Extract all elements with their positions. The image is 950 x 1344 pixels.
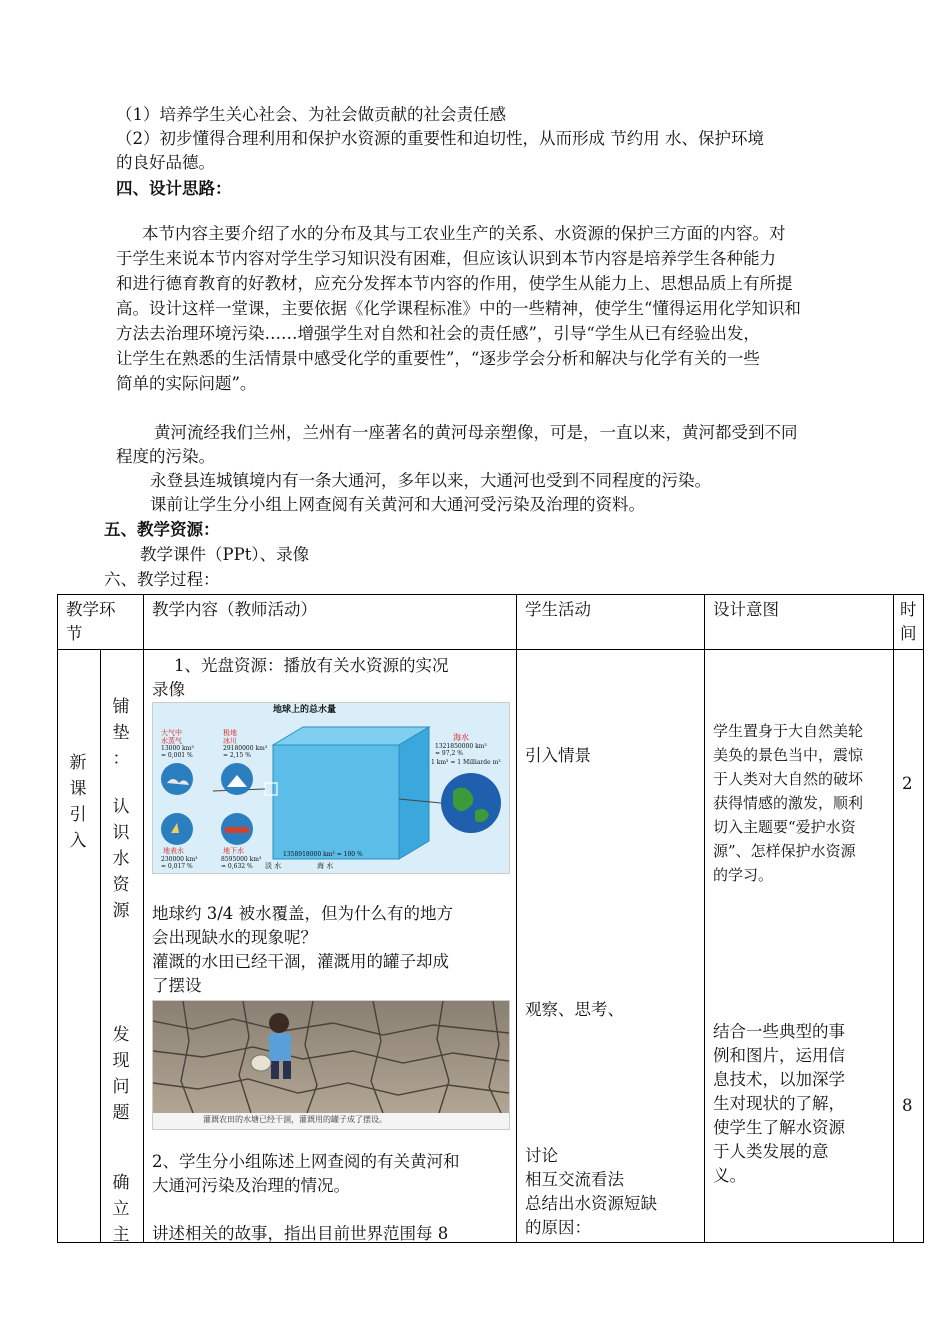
- label-sea: 海水: [453, 733, 469, 742]
- intent-line: 生对现状的了解，: [713, 1094, 845, 1113]
- resources-text: 教学课件（PPt）、录像: [140, 545, 310, 564]
- para-line: 方法去治理环境污染……增强学生对自然和社会的责任感”，引导“学生从已有经验出发，: [116, 324, 760, 343]
- substage-char: 识: [112, 823, 130, 843]
- intent-cell: [705, 650, 894, 1243]
- section-5-title: 五、教学资源：: [104, 520, 220, 539]
- substage-cell: [101, 650, 144, 1243]
- stage-char: 入: [69, 831, 87, 851]
- intent-line: 于人类对大自然的破坏: [713, 770, 864, 788]
- time-value: 8: [902, 1096, 913, 1115]
- substage-char: 源: [112, 901, 130, 921]
- content-cell: [144, 650, 517, 1243]
- water-distribution-image: [152, 702, 510, 874]
- label-surface: 地表水: [163, 847, 184, 855]
- para-line: 黄河流经我们兰州，兰州有一座著名的黄河母亲塑像，可是，一直以来，黄河都受到不同: [154, 423, 798, 442]
- para-line: 永登县连城镇境内有一条大通河，多年以来，大通河也受到不同程度的污染。: [150, 471, 711, 490]
- para-line: 和进行德育教育的好教材，应充分发挥本节内容的作用，使学生从能力上、思想品质上有所提: [116, 274, 793, 293]
- value-sea: 1321850000 km³ = 97,2 %: [435, 743, 487, 757]
- content-line: 1、光盘资源：播放有关水资源的实况: [174, 656, 449, 675]
- intent-line: 获得情感的激发，顺利: [713, 794, 864, 812]
- intent-line: 结合一些典型的事: [713, 1022, 845, 1041]
- goal-2-line2: 的良好品德。: [116, 153, 215, 172]
- substage-char: 现: [112, 1051, 130, 1071]
- substage-char: ：: [112, 749, 130, 769]
- content-line: 大通河污染及治理的情况。: [152, 1176, 350, 1195]
- content-line: 灌溉的水田已经干涸，灌溉用的罐子却成: [152, 952, 449, 971]
- student-activity: 观察、思考、: [525, 1000, 624, 1019]
- content-line: 录像: [152, 680, 185, 699]
- image-title: 地球上的总水量: [273, 705, 337, 715]
- para-line: 本节内容主要介绍了水的分布及其与工农业生产的关系、水资源的保护三方面的内容。对: [142, 224, 786, 243]
- content-line: 会出现缺水的现象呢？: [152, 928, 317, 947]
- label-salt: 海 水: [317, 862, 334, 870]
- table-header-row: [58, 595, 924, 650]
- section-4-title: 四、设计思路：: [116, 179, 232, 198]
- substage-char: 资: [112, 875, 130, 895]
- substage-char: 垫: [112, 723, 130, 743]
- substage-char: 水: [112, 849, 130, 869]
- value-surface: 230000 km³ = 0,017 %: [161, 856, 198, 870]
- header-stage: [58, 595, 144, 650]
- water-distribution-graphic: [153, 703, 509, 873]
- intent-line: 学生置身于大自然美轮: [713, 722, 864, 740]
- section-6-title: 六、教学过程：: [104, 570, 220, 589]
- dry-field-image: [152, 1000, 510, 1130]
- intent-line: 美奂的景色当中，震惊: [713, 746, 864, 764]
- dry-field-caption: 灌溉农田的水塘已经干涸，灌溉用的罐子成了摆设。: [203, 1115, 387, 1124]
- intent-line: 切入主题要“爱护水资: [713, 818, 856, 836]
- header-student: 学生活动: [517, 595, 705, 650]
- para-line: 高。设计这样一堂课，主要依据《化学课程标准》中的一些精神，使学生“懂得运用化学知识和: [116, 299, 801, 318]
- substage-char: 确: [112, 1173, 130, 1193]
- value-atmosphere: 13000 km³ = 0,001 %: [161, 745, 194, 759]
- intent-line: 源”、怎样保护水资源: [713, 842, 856, 860]
- label-fresh: 淡 水: [265, 862, 282, 870]
- stage-char: 新: [69, 753, 87, 773]
- value-ice: 29180000 km³ = 2,15 %: [223, 745, 268, 759]
- goal-2-line1: （2）初步懂得合理利用和保护水资源的重要性和迫切性，从而形成 节约用 水、保护环境: [116, 129, 764, 148]
- student-activity: 引入情景: [525, 746, 591, 765]
- dry-field-graphic: [153, 1001, 509, 1129]
- substage-char: 铺: [112, 697, 130, 717]
- total-value: 1358918000 km³ = 100 %: [283, 851, 363, 858]
- content-line: 地球约 3/4 被水覆盖，但为什么有的地方: [152, 904, 454, 923]
- content-line: 讲述相关的故事，指出目前世界范围每 8: [152, 1224, 449, 1243]
- label-atmosphere: 大气中 水蒸气: [161, 729, 182, 745]
- para-line: 课前让学生分小组上网查阅有关黄河和大通河受污染及治理的资料。: [150, 495, 645, 514]
- intent-line: 例和图片，运用信: [713, 1046, 845, 1065]
- student-activity: 的原因：: [525, 1218, 591, 1237]
- time-value: 2: [902, 774, 913, 793]
- substage-char: 发: [112, 1025, 130, 1045]
- student-activity: 相互交流看法: [525, 1170, 624, 1189]
- header-stage-line2: 节: [66, 624, 83, 643]
- substage-char: 主: [112, 1225, 130, 1245]
- header-time: 时 间: [894, 595, 924, 650]
- intent-line: 使学生了解水资源: [713, 1118, 845, 1137]
- intent-line: 于人类发展的意: [713, 1142, 829, 1161]
- stage-cell: [58, 650, 101, 1243]
- student-cell: [517, 650, 705, 1243]
- stage-char: 课: [69, 779, 87, 799]
- para-line: 于学生来说本节内容对学生学习知识没有困难，但应该认识到本节内容是培养学生各种能力: [116, 249, 776, 268]
- substage-char: 立: [112, 1199, 130, 1219]
- substage-char: 问: [112, 1077, 130, 1097]
- label-ground: 地下水: [223, 847, 244, 855]
- table-row: [58, 650, 924, 1243]
- para-line: 让学生在熟悉的生活情景中感受化学的重要性”，“逐步学会分析和解决与化学有关的一些: [116, 349, 760, 368]
- student-activity: 讨论: [525, 1146, 558, 1165]
- intent-line: 义。: [713, 1166, 746, 1185]
- intent-line: 息技术，以加深学: [713, 1070, 845, 1089]
- sea-note: 1 km³ = 1 Milliarde m³: [431, 759, 501, 766]
- lesson-table: [57, 594, 924, 1243]
- header-content: 教学内容（教师活动）: [144, 595, 517, 650]
- header-stage-line1: 教学环: [66, 600, 116, 619]
- value-ground: 8595000 km³ = 0,632 %: [221, 856, 262, 870]
- header-intent: 设计意图: [705, 595, 894, 650]
- content-line: 2、学生分小组陈述上网查阅的有关黄河和: [152, 1152, 460, 1171]
- label-ice: 极地 冰川: [223, 729, 237, 745]
- substage-char: 题: [112, 1103, 130, 1123]
- goal-1: （1）培养学生关心社会、为社会做贡献的社会责任感: [116, 105, 506, 124]
- para-line: 程度的污染。: [116, 447, 215, 466]
- intent-line: 的学习。: [713, 866, 774, 884]
- para-line: 简单的实际问题”。: [116, 374, 257, 393]
- stage-char: 引: [69, 805, 87, 825]
- student-activity: 总结出水资源短缺: [525, 1194, 657, 1213]
- time-cell: [894, 650, 924, 1243]
- substage-char: 认: [112, 797, 130, 817]
- content-line: 了摆设: [152, 976, 202, 995]
